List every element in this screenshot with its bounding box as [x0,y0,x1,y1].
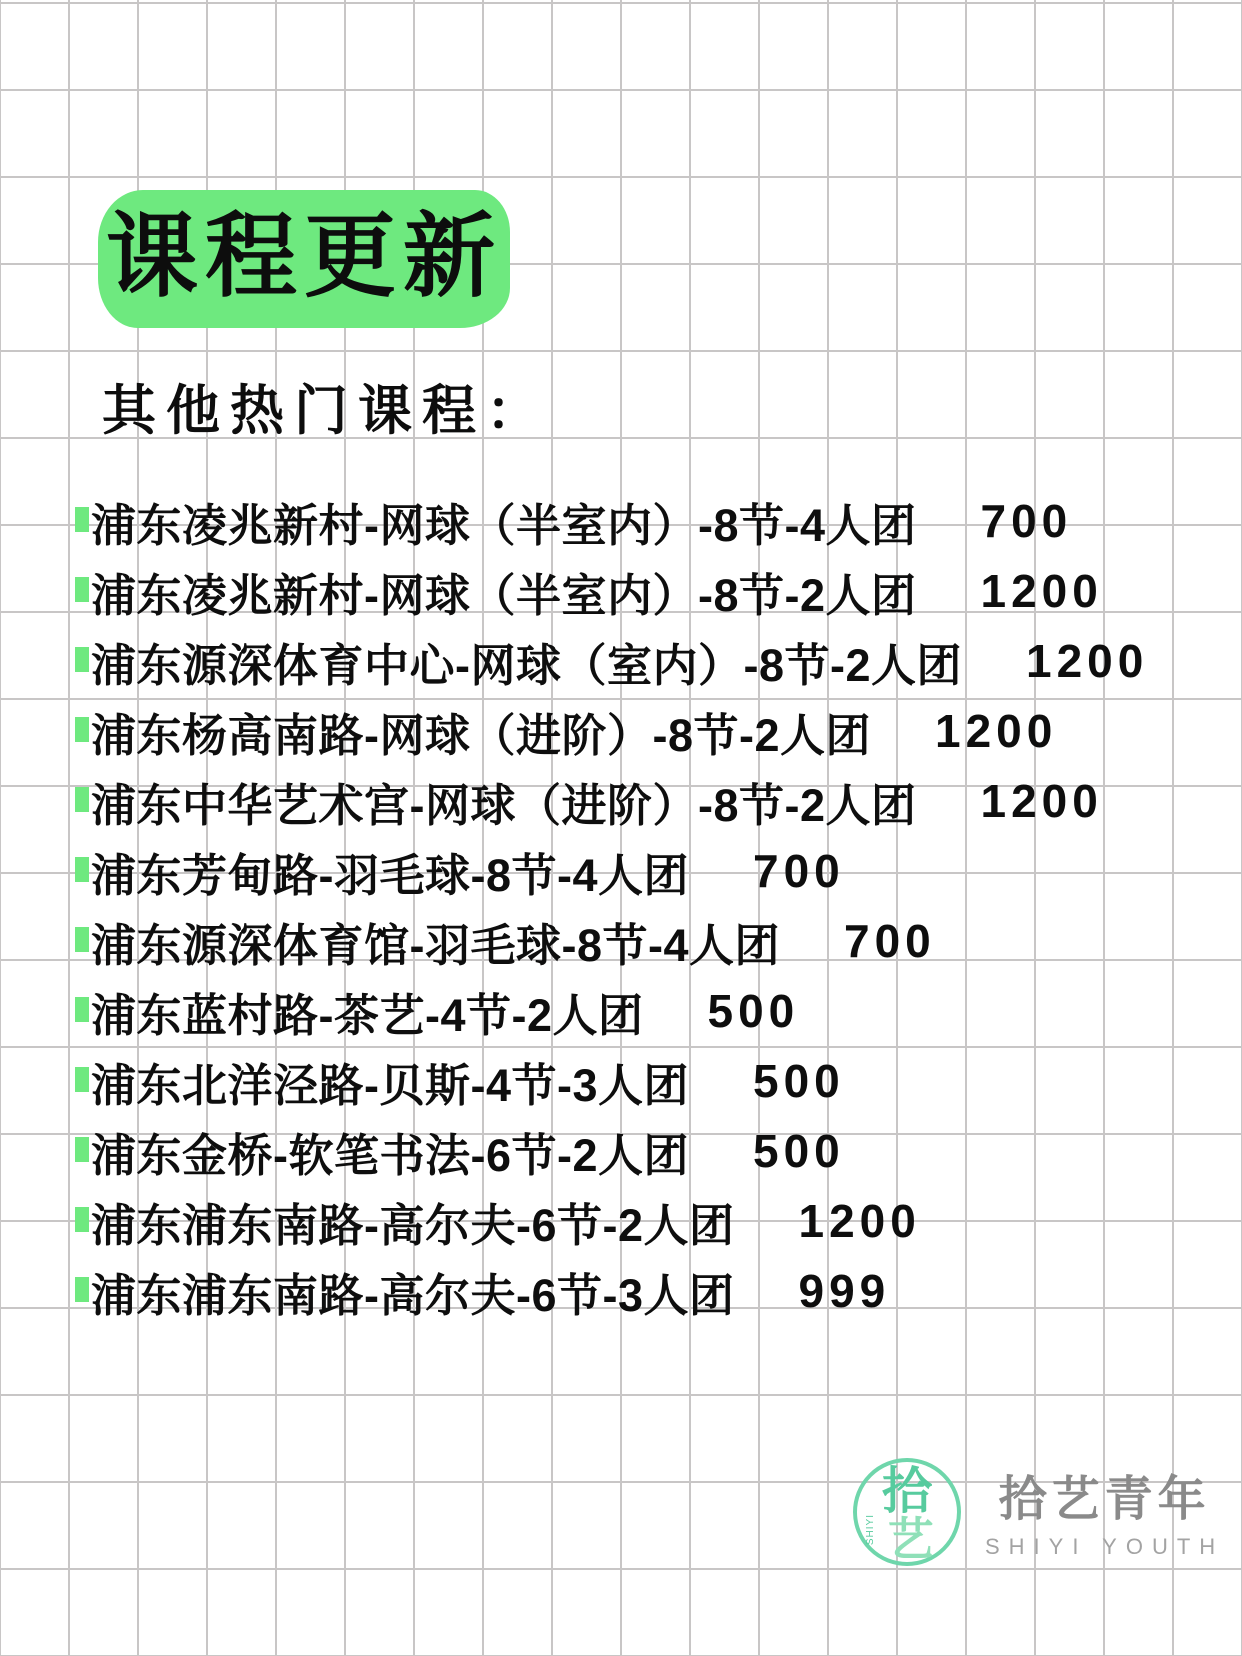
course-text: 浦东金桥-软笔书法-6节-2人团 [91,1129,690,1181]
course-text: 浦东浦东南路-高尔夫-6节-2人团 [91,1199,735,1251]
bullet-icon [75,1207,89,1232]
course-price: 700 [753,845,845,897]
course-price: 1200 [980,775,1103,827]
course-price: 999 [798,1265,891,1317]
course-text: 浦东凌兆新村-网球（半室内）-8节-4人团 [91,499,917,551]
bullet-icon [75,997,89,1022]
course-row [75,766,1195,836]
brand-name-cn: 拾艺青年 [998,1473,1211,1526]
course-row [75,696,1195,766]
brand-logo [853,1458,1224,1566]
course-price: 1200 [798,1195,921,1247]
brand-text [985,1473,1225,1559]
bullet-icon [75,787,89,812]
course-text: 浦东源深体育中心-网球（室内）-8节-2人团 [91,639,963,691]
course-price: 700 [980,495,1073,547]
course-row [75,976,1195,1046]
course-text: 浦东杨高南路-网球（进阶）-8节-2人团 [91,709,872,761]
course-text: 浦东北洋泾路-贝斯-4节-3人团 [91,1059,690,1111]
bullet-icon [75,1067,89,1092]
bullet-icon [75,577,89,602]
bullet-icon [75,857,89,882]
course-text: 浦东芳甸路-羽毛球-8节-4人团 [91,849,690,901]
course-text: 浦东浦东南路-高尔夫-6节-3人团 [91,1269,735,1321]
course-row [75,1256,1195,1326]
course-row [75,626,1195,696]
course-list [75,486,1195,1326]
course-row [75,1046,1195,1116]
bullet-icon [75,507,89,532]
course-row [75,906,1195,976]
logo-circle-icon [853,1458,961,1566]
course-row [75,556,1195,626]
logo-symbol-top: 拾 [882,1463,932,1519]
course-price: 500 [753,1125,845,1177]
bullet-icon [75,927,89,952]
course-text: 浦东源深体育馆-羽毛球-8节-4人团 [91,919,781,971]
course-price: 1200 [935,705,1058,757]
course-price: 700 [844,915,936,967]
course-text: 浦东凌兆新村-网球（半室内）-8节-2人团 [91,569,917,621]
course-price: 1200 [980,565,1103,617]
course-text: 浦东中华艺术宫-网球（进阶）-8节-2人团 [91,779,917,831]
bullet-icon [75,717,89,742]
bullet-icon [75,647,89,672]
course-row [75,1186,1195,1256]
page-title: 课程更新 [105,206,502,308]
course-row [75,486,1195,556]
course-text: 浦东蓝村路-茶艺-4节-2人团 [91,989,644,1041]
course-price: 500 [707,985,800,1037]
course-row [75,1116,1195,1186]
course-price: 500 [753,1055,845,1107]
subtitle: 其他热门课程： [102,381,550,441]
brand-name-en: SHIYI YOUTH [985,1534,1225,1559]
bullet-icon [75,1277,89,1302]
course-row [75,836,1195,906]
bullet-icon [75,1137,89,1162]
course-price: 1200 [1026,635,1149,687]
logo-vertical-text: SHIYI [865,1514,876,1546]
title-badge [98,190,510,328]
logo-symbol-bottom: 艺 [887,1513,934,1565]
